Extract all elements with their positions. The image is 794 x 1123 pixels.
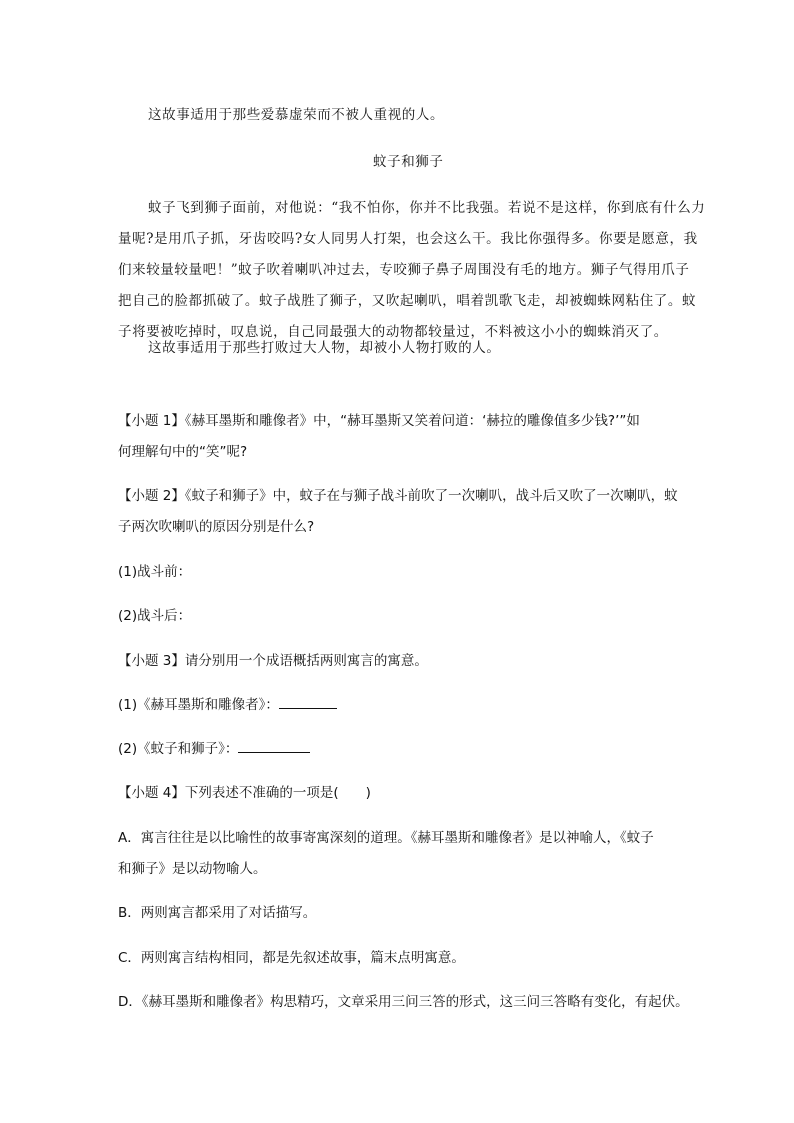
option-a-line-2: 和狮子》是以动物喻人。 — [118, 861, 267, 877]
question-2-sub-1: (1)战斗前： — [118, 564, 192, 580]
question-2-line-2: 子两次吹喇叭的原因分别是什么? — [118, 519, 315, 535]
question-3-sub-1 — [118, 693, 337, 713]
question-2-sub-2: (2)战斗后： — [118, 608, 192, 624]
question-3-sub-2-label: (2)《蚊子和狮子》： — [118, 741, 239, 757]
question-3-sub-1-label: (1)《赫耳墨斯和雕像者》： — [118, 697, 279, 713]
question-1-line-2: 何理解句中的“笑”呢? — [118, 444, 248, 460]
option-a-line-1: A．寓言往往是以比喻性的故事寄寓深刻的道理。《赫耳墨斯和雕像者》是以神喻人，《蚊子 — [118, 830, 654, 846]
question-3-line-1: 【小题 3】请分别用一个成语概括两则寓言的寓意。 — [118, 653, 428, 669]
story2-line-4: 把自己的脸都抓破了。蚊子战胜了狮子，又吹起喇叭，唱着凯歌飞走，却被蜘蛛网粘住了。蚊 — [118, 293, 697, 309]
story2-line-5: 子将要被吃掉时，叹息说，自己同最强大的动物都较量过，不料被这小小的蜘蛛消灭了。 — [118, 324, 668, 340]
question-4-line-1: 【小题 4】下列表述不准确的一项是( ) — [118, 785, 371, 801]
answer-blank-1[interactable] — [279, 696, 337, 709]
answer-blank-2[interactable] — [238, 740, 310, 753]
story2-title: 蚊子和狮子 — [373, 154, 444, 170]
option-d: D．《赫耳墨斯和雕像者》构思精巧，文章采用三问三答的形式，这三问三答略有变化，有起伏。 — [118, 994, 689, 1010]
story2-line-1: 蚊子飞到狮子面前，对他说：“我不怕你，你并不比我强。若说不是这样，你到底有什么力 — [148, 200, 706, 216]
option-c: C．两则寓言结构相同，都是先叙述故事，篇末点明寓意。 — [118, 950, 465, 966]
option-b: B．两则寓言都采用了对话描写。 — [118, 905, 317, 921]
story2-line-2: 量呢?是用爪子抓，牙齿咬吗?女人同男人打架，也会这么干。我比你强得多。你要是愿意，我 — [118, 231, 698, 247]
question-3-sub-2 — [118, 737, 310, 757]
question-1-line-1: 【小题 1】《赫耳墨斯和雕像者》中，“赫耳墨斯又笑着问道：‘赫拉的雕像值多少钱?’”如 — [118, 413, 640, 429]
story2-moral: 这故事适用于那些打败过大人物，却被小人物打败的人。 — [148, 340, 501, 356]
question-2-line-1: 【小题 2】《蚊子和狮子》中，蚊子在与狮子战斗前吹了一次喇叭，战斗后又吹了一次喇叭，蚊 — [118, 488, 678, 504]
story1-moral: 这故事适用于那些爱慕虚荣而不被人重视的人。 — [148, 107, 445, 123]
story2-line-3: 们来较量较量吧！”蚊子吹着喇叭冲过去，专咬狮子鼻子周围没有毛的地方。狮子气得用爪子 — [118, 262, 690, 278]
